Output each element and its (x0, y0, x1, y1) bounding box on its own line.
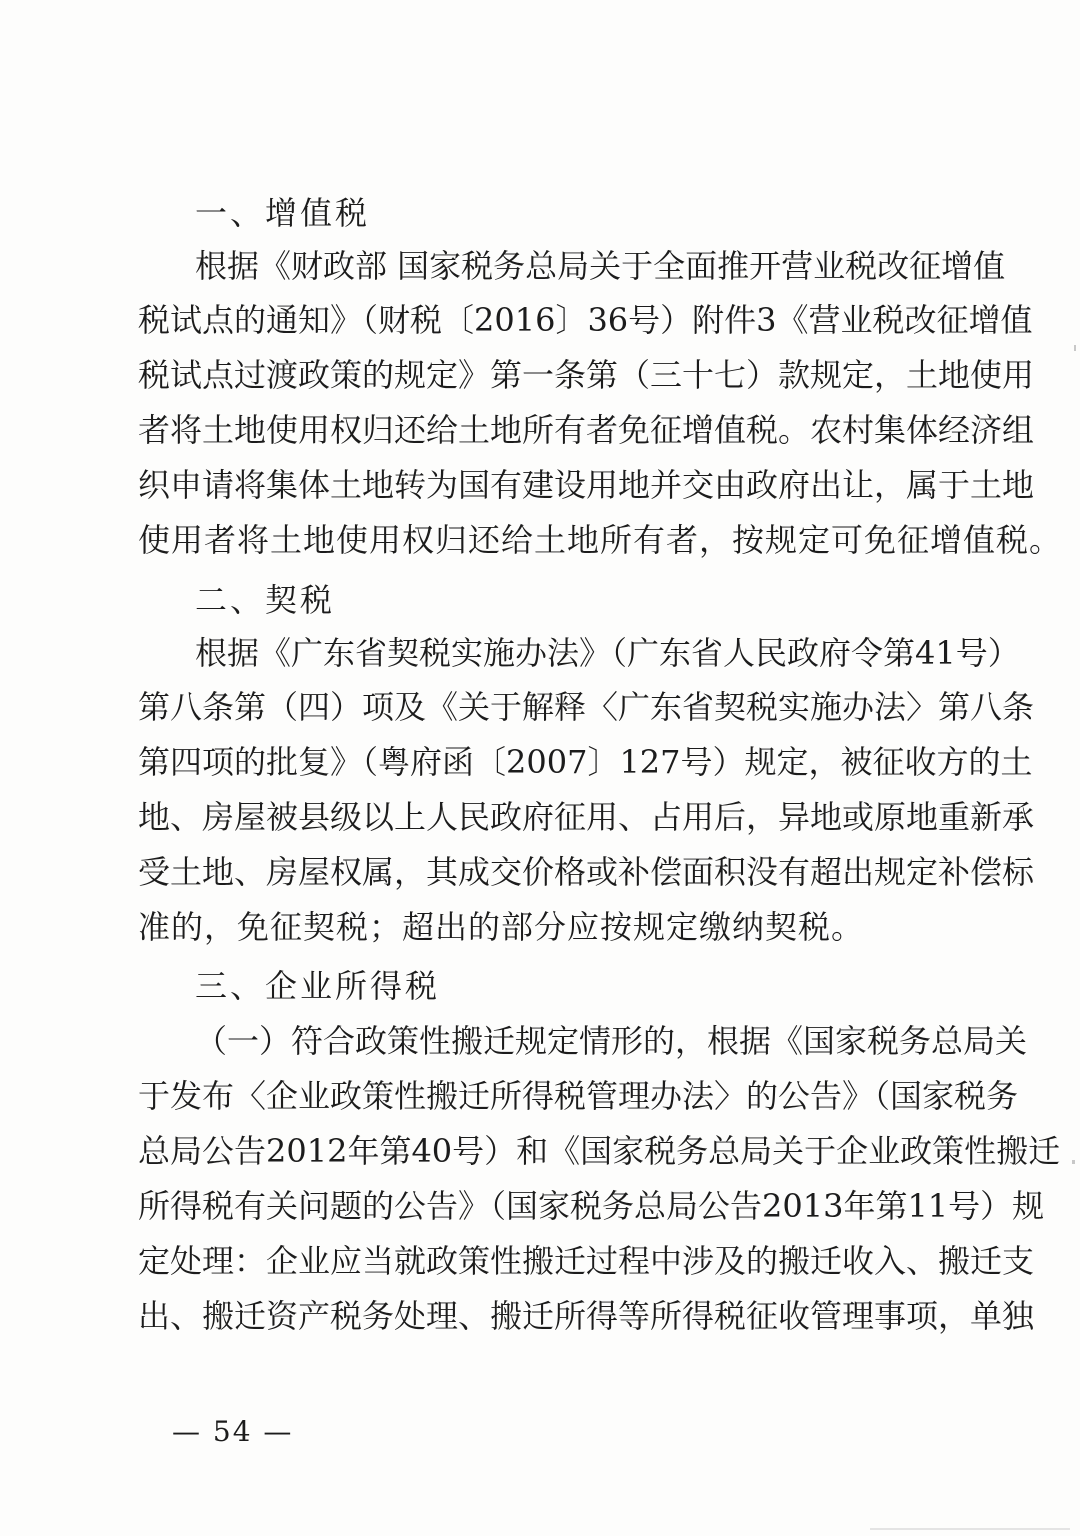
scan-mark (1074, 345, 1076, 351)
paragraph-line: 使用者将土地使用权归还给土地所有者，按规定可免征增值税。 (138, 521, 1063, 559)
paragraph-line: 织申请将集体土地转为国有建设用地并交由政府出让，属于土地 (138, 466, 1035, 504)
paragraph-line: 第八条第（四）项及《关于解释〈广东省契税实施办法〉第八条 (138, 688, 1035, 726)
paragraph-line: 根据《财政部 国家税务总局关于全面推开营业税改征增值 (195, 247, 1006, 285)
paragraph-line: 受土地、房屋权属，其成交价格或补偿面积没有超出规定补偿标 (138, 853, 1035, 891)
paragraph-line: 于发布〈企业政策性搬迁所得税管理办法〉的公告》（国家税务 (138, 1077, 1019, 1115)
section-heading-vat: 一、增值税 (195, 194, 371, 232)
section-heading-income-tax: 三、企业所得税 (195, 967, 441, 1005)
paragraph-line: 所得税有关问题的公告》（国家税务总局公告2013年第11号）规 (138, 1187, 1045, 1225)
paragraph-line: 出、搬迁资产税务处理、搬迁所得等所得税征收管理事项，单独 (138, 1297, 1035, 1335)
paragraph-line: 税试点的通知》（财税〔2016〕36号）附件3《营业税改征增值 (138, 301, 1033, 339)
paragraph-line: 根据《广东省契税实施办法》（广东省人民政府令第41号） (195, 634, 1020, 672)
paragraph-line: 地、房屋被县级以上人民政府征用、占用后，异地或原地重新承 (138, 798, 1035, 836)
paragraph-line: 者将土地使用权归还给土地所有者免征增值税。农村集体经济组 (138, 411, 1035, 449)
paragraph-line: 第四项的批复》（粤府函〔2007〕127号）规定，被征收方的土 (138, 743, 1033, 781)
paragraph-line: 总局公告2012年第40号）和《国家税务总局关于企业政策性搬迁 (138, 1132, 1061, 1170)
paragraph-line: 定处理：企业应当就政策性搬迁过程中涉及的搬迁收入、搬迁支 (138, 1242, 1035, 1280)
scan-mark (1072, 1160, 1075, 1164)
scan-edge-line (870, 1528, 1070, 1530)
paragraph-line: 税试点过渡政策的规定》第一条第（三十七）款规定，土地使用 (138, 356, 1035, 394)
page-number: — 54 — (172, 1415, 294, 1448)
paragraph-line: （一）符合政策性搬迁规定情形的，根据《国家税务总局关 (195, 1022, 1028, 1060)
paragraph-line: 准的，免征契税；超出的部分应按规定缴纳契税。 (138, 908, 865, 946)
section-heading-deed-tax: 二、契税 (195, 581, 336, 619)
